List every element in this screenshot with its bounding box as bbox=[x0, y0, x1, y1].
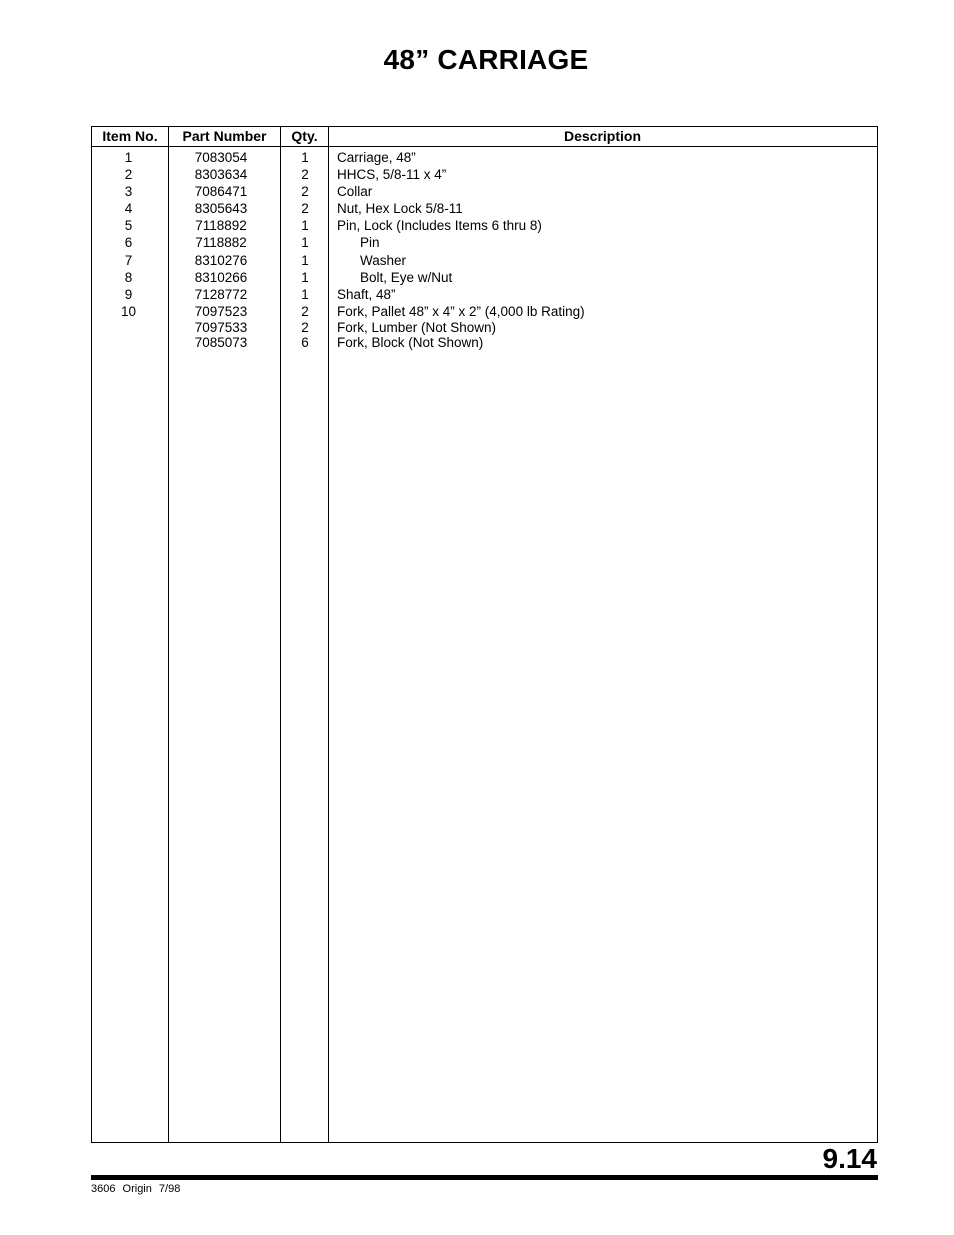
qty-cell: 2 bbox=[301, 201, 309, 217]
header-part-number: Part Number bbox=[182, 128, 267, 144]
item-no-cell: 8 bbox=[124, 269, 133, 285]
page-title: 48” CARRIAGE bbox=[383, 44, 589, 75]
description-cell: Carriage, 48” bbox=[337, 150, 416, 165]
part-number-cell: 7097523 bbox=[194, 303, 248, 319]
footer-divider bbox=[91, 1175, 878, 1180]
qty-cell: 6 bbox=[301, 335, 309, 351]
part-number-cell: 8303634 bbox=[194, 167, 248, 183]
table-row bbox=[92, 183, 877, 200]
item-no-cell: 1 bbox=[124, 150, 133, 165]
table-row bbox=[92, 234, 877, 251]
part-number-cell: 8305643 bbox=[194, 201, 248, 217]
header-description: Description bbox=[563, 128, 641, 144]
qty-cell: 2 bbox=[301, 184, 309, 200]
part-number-cell: 7118882 bbox=[195, 235, 247, 251]
part-number-cell: 8310276 bbox=[194, 252, 248, 268]
table-row bbox=[92, 149, 877, 166]
part-number-cell: 7097533 bbox=[194, 319, 248, 335]
description-cell: Pin, Lock (Includes Items 6 thru 8) bbox=[337, 218, 542, 234]
item-no-cell: 3 bbox=[124, 184, 133, 200]
table-row bbox=[92, 303, 877, 320]
item-no-cell: 10 bbox=[120, 303, 137, 319]
table-row bbox=[92, 252, 877, 269]
description-cell: Shaft, 48” bbox=[337, 286, 396, 302]
description-cell: Pin bbox=[360, 235, 380, 251]
table-body bbox=[92, 149, 877, 351]
item-no-cell: 9 bbox=[124, 286, 133, 302]
qty-cell: 2 bbox=[301, 319, 309, 335]
description-cell: Bolt, Eye w/Nut bbox=[360, 269, 453, 285]
qty-cell: 1 bbox=[301, 252, 309, 268]
table-row bbox=[92, 269, 877, 286]
description-cell: Washer bbox=[360, 252, 407, 268]
item-no-cell: 2 bbox=[124, 167, 133, 183]
part-number-cell: 7083054 bbox=[194, 150, 248, 165]
description-cell: HHCS, 5/8-11 x 4” bbox=[337, 167, 447, 183]
description-cell: Collar bbox=[337, 184, 373, 200]
table-row bbox=[92, 217, 877, 234]
qty-cell: 1 bbox=[301, 150, 309, 165]
description-cell: Fork, Block (Not Shown) bbox=[337, 335, 484, 351]
qty-cell: 1 bbox=[301, 218, 309, 234]
header-qty: Qty. bbox=[291, 128, 318, 144]
footer-code: 3606 Origin 7/98 bbox=[91, 1183, 181, 1195]
item-no-cell: 6 bbox=[124, 235, 133, 251]
qty-cell: 2 bbox=[301, 303, 309, 319]
qty-cell: 1 bbox=[301, 269, 309, 285]
table-row bbox=[92, 335, 877, 351]
parts-table bbox=[91, 126, 878, 1143]
page-number: 9.14 bbox=[822, 1143, 877, 1174]
part-number-cell: 7128772 bbox=[194, 286, 248, 302]
description-cell: Nut, Hex Lock 5/8-11 bbox=[337, 201, 463, 217]
table-row bbox=[92, 166, 877, 183]
header-item-no: Item No. bbox=[102, 128, 158, 144]
item-no-cell: 4 bbox=[124, 201, 133, 217]
qty-cell: 1 bbox=[301, 286, 309, 302]
description-cell: Fork, Pallet 48” x 4” x 2” (4,000 lb Rating) bbox=[337, 303, 585, 319]
part-number-cell: 8310266 bbox=[194, 269, 248, 285]
item-no-cell: 7 bbox=[124, 252, 133, 268]
item-no-cell: 5 bbox=[124, 218, 133, 234]
table-row bbox=[92, 286, 877, 303]
table-row bbox=[92, 320, 877, 336]
qty-cell: 1 bbox=[301, 235, 309, 251]
part-number-cell: 7085073 bbox=[194, 335, 248, 351]
part-number-cell: 7086471 bbox=[194, 184, 248, 200]
header-divider bbox=[92, 146, 877, 147]
description-cell: Fork, Lumber (Not Shown) bbox=[337, 319, 497, 335]
table-row bbox=[92, 200, 877, 217]
part-number-cell: 7118892 bbox=[195, 218, 247, 234]
qty-cell: 2 bbox=[301, 167, 309, 183]
